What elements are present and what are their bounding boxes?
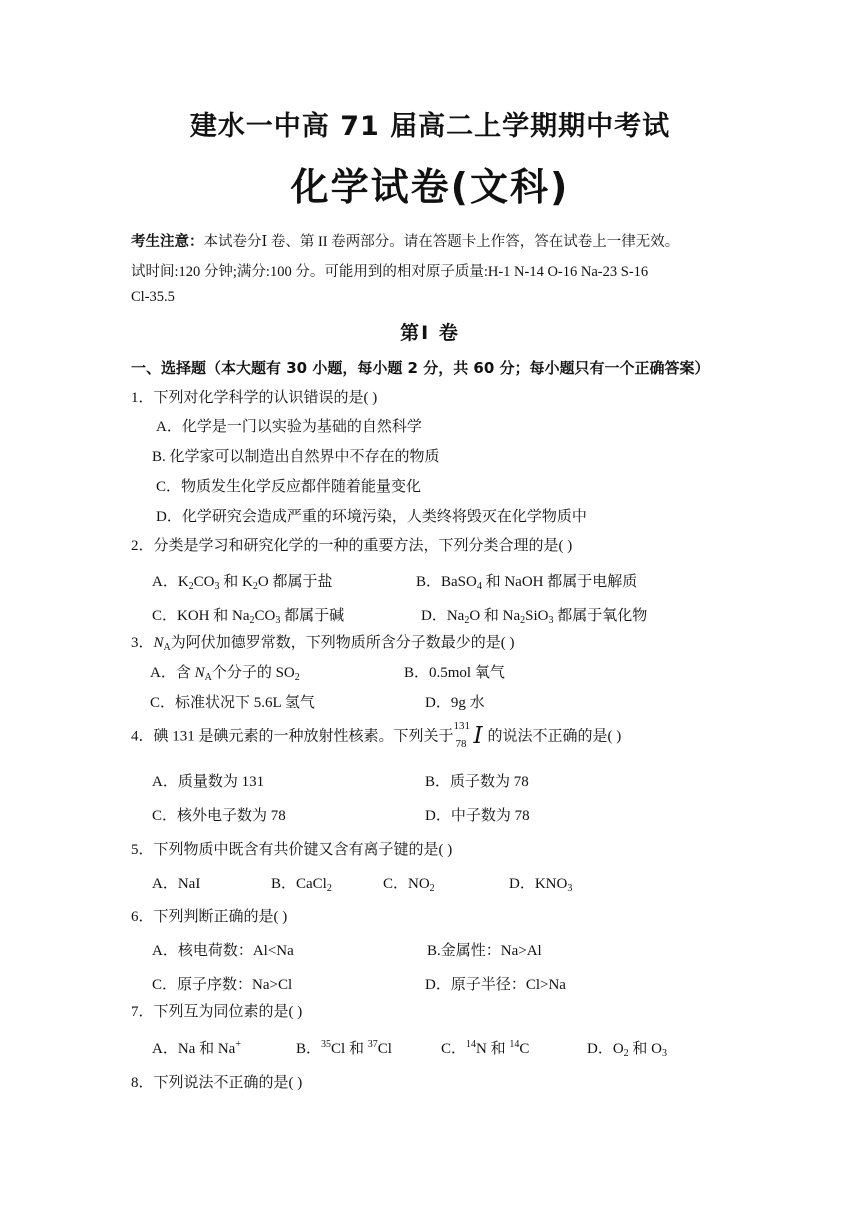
question-4-option-b: B．质子数为 78 bbox=[425, 774, 529, 790]
question-7-option-b: B．$^{35}$Cl 和 $^{37}$Cl bbox=[296, 1039, 392, 1057]
notice-text-1: 本试卷分Ⅰ 卷、第 II 卷两部分。请在答题卡上作答，答在试卷上一律无效。 bbox=[203, 234, 680, 250]
notice-line-2: 试时间:120 分钟;满分:100 分。可能用到的相对原子质量:H-1 N-14 O-16 Na-23 S-16 bbox=[131, 264, 649, 280]
question-8-stem: 8．下列说法不正确的是( ) bbox=[131, 1075, 303, 1091]
notice-line-3: Cl-35.5 bbox=[131, 289, 175, 305]
question-2-option-d: D．$Na_2O$ 和 $Na_2SiO_3$ 都属于氧化物 bbox=[421, 608, 648, 626]
question-3-option-c: C．标准状况下 5.6L 氢气 bbox=[150, 695, 315, 711]
question-6-stem: 6．下列判断正确的是( ) bbox=[131, 909, 288, 925]
question-6-option-c: C．原子序数：Na>Cl bbox=[152, 977, 293, 993]
question-6-option-a: A．核电荷数：Al<Na bbox=[152, 943, 294, 959]
section-title: 第Ⅰ 卷 bbox=[400, 322, 460, 344]
question-7-option-d: D．$O_2$ 和 $O_3$ bbox=[587, 1041, 668, 1059]
question-5-option-c: C．$NO_2$ bbox=[383, 876, 435, 894]
question-7-option-c: C．$^{14}$N 和 $^{14}$C bbox=[441, 1039, 530, 1057]
question-5-option-b: B．CaCl$_2$ bbox=[271, 876, 332, 894]
question-1-option-c: C．物质发生化学反应都伴随着能量变化 bbox=[156, 479, 422, 495]
question-1-option-d: D．化学研究会造成严重的环境污染，人类终将毁灭在化学物质中 bbox=[156, 509, 587, 525]
question-1-stem: 1．下列对化学科学的认识错误的是( ) bbox=[131, 390, 378, 406]
question-1-option-b: B. 化学家可以制造出自然界中不存在的物质 bbox=[152, 449, 440, 465]
subject-title: 化学试卷(文科) bbox=[290, 165, 570, 209]
question-5-option-d: D．$KNO_3$ bbox=[509, 876, 573, 894]
notice-line-1 bbox=[131, 230, 679, 251]
question-2-stem: 2．分类是学习和研究化学的一种的重要方法，下列分类合理的是( ) bbox=[131, 538, 573, 554]
question-5-option-a: A．NaI bbox=[152, 876, 201, 892]
question-2-option-c: C．KOH 和 $Na_2CO_3$ 都属于碱 bbox=[152, 608, 345, 626]
question-3-option-a: A．含 $N_A$个分子的 $SO_2$ bbox=[150, 665, 300, 683]
question-3-stem: 3．$N_A$为阿伏加德罗常数，下列物质所含分子数最少的是( ) bbox=[131, 635, 515, 653]
question-4-option-c: C．核外电子数为 78 bbox=[152, 808, 286, 824]
question-4-option-d: D．中子数为 78 bbox=[425, 808, 530, 824]
question-7-stem: 7．下列互为同位素的是( ) bbox=[131, 1004, 303, 1020]
school-exam-title: 建水一中高 71 届高二上学期期中考试 bbox=[189, 111, 671, 142]
question-6-option-d: D．原子半径：Cl>Na bbox=[425, 977, 566, 993]
question-5-stem: 5．下列物质中既含有共价键又含有离子键的是( ) bbox=[131, 842, 453, 858]
question-4-option-a: A．质量数为 131 bbox=[152, 774, 265, 790]
question-1-option-a: A．化学是一门以实验为基础的自然科学 bbox=[156, 419, 422, 435]
question-3-option-b: B．0.5mol 氧气 bbox=[404, 665, 505, 681]
question-6-option-b: B.金属性：Na>Al bbox=[427, 943, 542, 959]
question-4-stem: 4．碘 131 是碘元素的一种放射性核素。下列关于 131 78 I 的说法不正确的是( ) bbox=[131, 720, 621, 754]
question-2-option-a: A．$K_2CO_3$ 和 $K_2O$ 都属于盐 bbox=[152, 574, 333, 592]
iodine-131-nuclide-symbol: 131 78 I bbox=[453, 720, 483, 750]
question-3-option-d: D．9g 水 bbox=[425, 695, 485, 711]
notice-label: 考生注意： bbox=[131, 234, 204, 250]
question-2-option-b: B．BaSO$_4$ 和 NaOH 都属于电解质 bbox=[416, 574, 638, 592]
question-7-option-a: A．Na 和 Na+ bbox=[152, 1039, 241, 1057]
part-title: 一、选择题（本大题有 30 小题，每小题 2 分，共 60 分；每小题只有一个正确答案） bbox=[131, 359, 710, 377]
